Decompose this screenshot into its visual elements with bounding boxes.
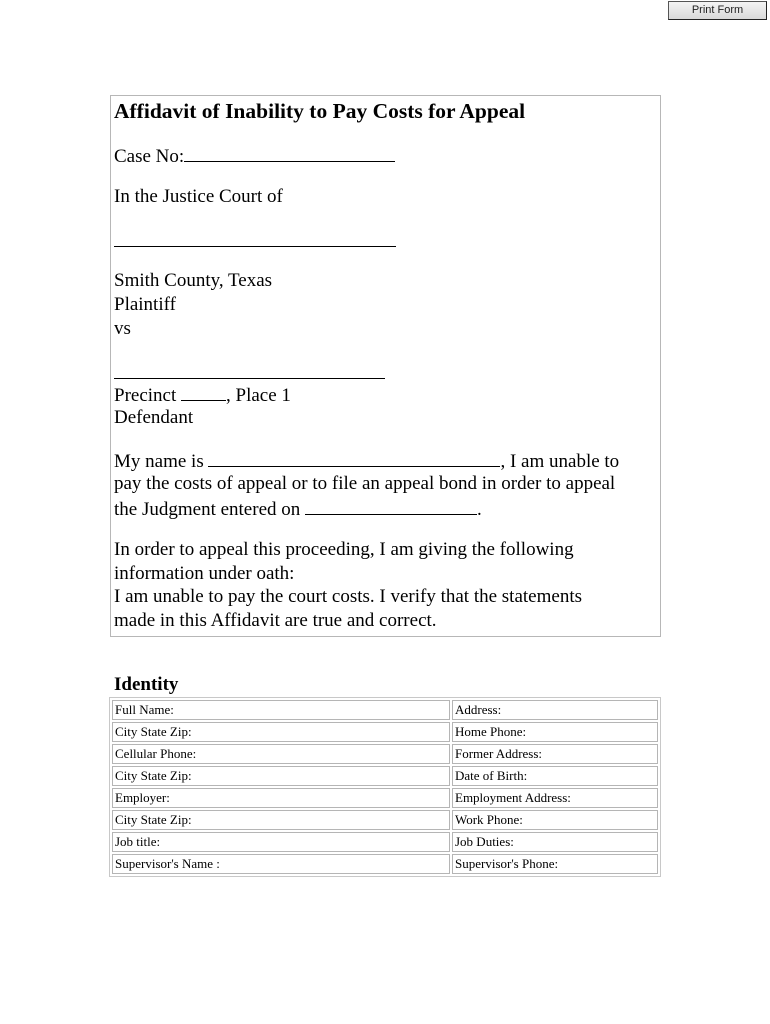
pay-costs-line: pay the costs of appeal or to file an appeal bond in order to appeal — [114, 473, 616, 494]
identity-right-field[interactable]: Supervisor's Phone: — [452, 854, 658, 874]
my-name-prefix: My name is — [114, 451, 209, 472]
precinct-number-field[interactable] — [181, 383, 226, 401]
table-row — [112, 832, 658, 852]
table-row — [112, 766, 658, 786]
identity-left-field[interactable]: Full Name: — [112, 700, 450, 720]
identity-left-field[interactable]: Supervisor's Name : — [112, 854, 450, 874]
my-name-field[interactable] — [208, 449, 500, 467]
identity-right-field[interactable]: Job Duties: — [452, 832, 658, 852]
identity-heading: Identity — [114, 674, 179, 695]
table-row — [112, 810, 658, 830]
case-no-label: Case No: — [114, 146, 185, 167]
judgment-date-field[interactable] — [305, 497, 477, 515]
print-form-button[interactable]: Print Form — [668, 1, 767, 20]
identity-right-field[interactable]: Date of Birth: — [452, 766, 658, 786]
identity-left-field[interactable]: City State Zip: — [112, 766, 450, 786]
precinct-line — [114, 383, 291, 407]
table-row — [112, 788, 658, 808]
court-name-field[interactable] — [114, 246, 396, 247]
table-row — [112, 700, 658, 720]
table-row — [112, 722, 658, 742]
case-no-line — [114, 144, 395, 168]
identity-left-field[interactable]: Job title: — [112, 832, 450, 852]
my-name-suffix: , I am unable to — [500, 451, 620, 472]
identity-right-field[interactable]: Work Phone: — [452, 810, 658, 830]
my-name-line — [114, 449, 619, 473]
vs-label: vs — [114, 318, 131, 339]
county-line: Smith County, Texas — [114, 270, 273, 291]
plaintiff-label: Plaintiff — [114, 294, 176, 315]
identity-right-field[interactable]: Former Address: — [452, 744, 658, 764]
identity-left-field[interactable]: City State Zip: — [112, 810, 450, 830]
judgment-suffix: . — [477, 499, 482, 520]
court-label: In the Justice Court of — [114, 186, 283, 207]
identity-left-field[interactable]: City State Zip: — [112, 722, 450, 742]
precinct-prefix: Precinct — [114, 385, 182, 406]
identity-left-field[interactable]: Cellular Phone: — [112, 744, 450, 764]
table-row — [112, 854, 658, 874]
case-no-field[interactable] — [184, 144, 395, 162]
identity-right-field[interactable]: Home Phone: — [452, 722, 658, 742]
identity-right-field[interactable]: Address: — [452, 700, 658, 720]
appeal-line-2: information under oath: — [114, 563, 295, 584]
verify-line-1: I am unable to pay the court costs. I verify that the statements — [114, 586, 582, 607]
judgment-prefix: the Judgment entered on — [114, 499, 306, 520]
defendant-name-field[interactable] — [114, 378, 385, 379]
appeal-line-1: In order to appeal this proceeding, I am giving the following — [114, 539, 574, 560]
identity-right-field[interactable]: Employment Address: — [452, 788, 658, 808]
defendant-label: Defendant — [114, 407, 194, 428]
judgment-line — [114, 497, 482, 521]
verify-line-2: made in this Affidavit are true and correct. — [114, 610, 437, 631]
precinct-suffix: , Place 1 — [226, 385, 291, 406]
page-title: Affidavit of Inability to Pay Costs for Appeal — [114, 99, 526, 123]
table-row — [112, 744, 658, 764]
identity-table — [109, 697, 661, 877]
identity-left-field[interactable]: Employer: — [112, 788, 450, 808]
